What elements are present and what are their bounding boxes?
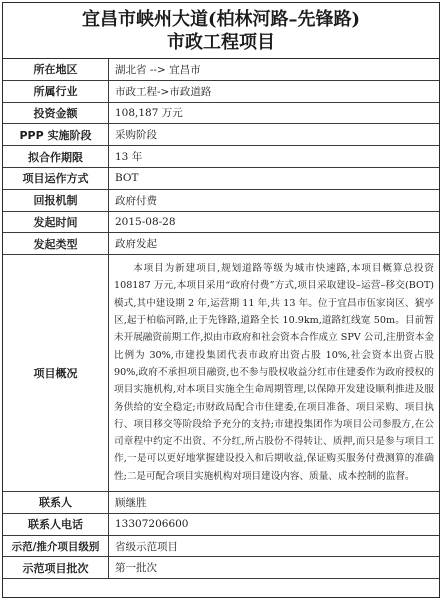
contact-label: 联系人 bbox=[3, 492, 109, 514]
term-label: 拟合作期限 bbox=[3, 146, 109, 168]
row-contact bbox=[3, 492, 439, 514]
ppp-stage-value: 采购阶段 bbox=[109, 124, 440, 146]
row-investment bbox=[3, 102, 439, 124]
phone-value: 13307206600 bbox=[109, 513, 440, 535]
row-region bbox=[3, 59, 439, 80]
project-info-sheet bbox=[2, 2, 440, 598]
row-industry bbox=[3, 80, 439, 102]
industry-label: 所属行业 bbox=[3, 80, 109, 102]
demo-batch-value: 第一批次 bbox=[109, 557, 440, 579]
row-demo-batch bbox=[3, 557, 439, 579]
launch-date-value: 2015-08-28 bbox=[109, 211, 440, 233]
investment-label: 投资金额 bbox=[3, 102, 109, 124]
overview-text: 本项目为新建项目,规划道路等级为城市快速路,本项目概算总投资 108187 万元,本项目采用“政府付费”方式,项目采取建设–运营–移交(BOT)模式,其中建设期 2 年,运营期 11 年,共 13 年。位于宜昌市伍家岗区、猇亭区,起于柏临河路,止于先锋路,道路全长 10.9km,道路红线宽 50m。目前暂未开展融资前期工作,拟由市政府和社会资本合作成立 SPV 公司,注册资本金比例为 30%,市建投集团代表市政府出资占股 10%,社会资本出资占股 90%,政府不承担项目融资,也不参与股权收益分红市住建委作为政府授权的项目实施机构,对本项目实施全生命周期管理,以保障开发建设顺利推进及服务供给的安全稳定;市财政局配合市住建委,在项目准备、项目采购、项目执行、项目移交等阶段给予充分的支持;市建投集团作为项目公司参股方,在公司章程中约定不出资、不分红,所占股份不得转让、质押,而只是参与项目工作,一是可以更好地掌握建设投入和后期收益,保证购买服务付费测算的准确性;二是可配合项目实施机构对项目建设内容、质量、成本控制的监督。 bbox=[109, 255, 440, 492]
demo-batch-label: 示范项目批次 bbox=[3, 557, 109, 579]
ppp-stage-label: PPP 实施阶段 bbox=[3, 124, 109, 146]
row-demo-level bbox=[3, 535, 439, 557]
row-phone bbox=[3, 513, 439, 535]
launch-type-label: 发起类型 bbox=[3, 233, 109, 255]
launch-type-value: 政府发起 bbox=[109, 233, 440, 255]
operation-mode-label: 项目运作方式 bbox=[3, 167, 109, 189]
launch-date-label: 发起时间 bbox=[3, 211, 109, 233]
industry-value: 市政工程->市政道路 bbox=[109, 80, 440, 102]
demo-level-label: 示范/推介项目级别 bbox=[3, 535, 109, 557]
term-value: 13 年 bbox=[109, 146, 440, 168]
project-info-table bbox=[3, 59, 439, 579]
contact-value: 顾继胜 bbox=[109, 492, 440, 514]
row-ppp-stage bbox=[3, 124, 439, 146]
title-line-1: 宜昌市峡州大道(柏林河路–先锋路) bbox=[81, 9, 361, 30]
return-mechanism-label: 回报机制 bbox=[3, 189, 109, 211]
overview-label: 项目概况 bbox=[3, 255, 109, 492]
row-term bbox=[3, 146, 439, 168]
row-overview bbox=[3, 255, 439, 492]
project-title bbox=[3, 3, 439, 59]
row-operation-mode bbox=[3, 167, 439, 189]
phone-label: 联系人电话 bbox=[3, 513, 109, 535]
title-line-2: 市政工程项目 bbox=[167, 32, 275, 53]
operation-mode-value: BOT bbox=[109, 167, 440, 189]
region-value: 湖北省 --> 宜昌市 bbox=[109, 59, 440, 80]
region-label: 所在地区 bbox=[3, 59, 109, 80]
demo-level-value: 省级示范项目 bbox=[109, 535, 440, 557]
row-launch-type bbox=[3, 233, 439, 255]
investment-value: 108,187 万元 bbox=[109, 102, 440, 124]
return-mechanism-value: 政府付费 bbox=[109, 189, 440, 211]
row-launch-date bbox=[3, 211, 439, 233]
row-return-mechanism bbox=[3, 189, 439, 211]
